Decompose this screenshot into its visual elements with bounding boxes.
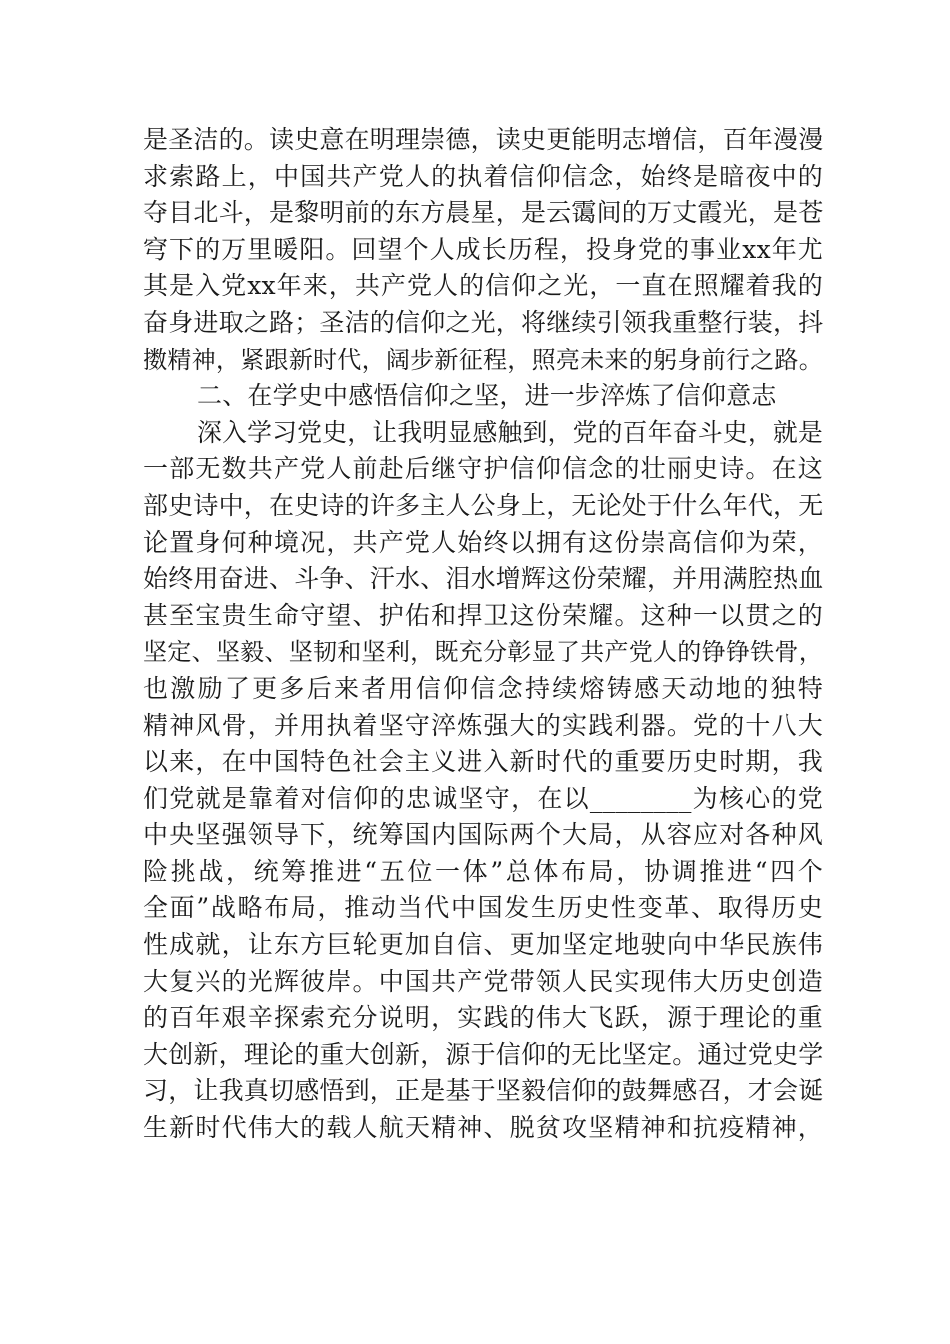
text-line: 部史诗中，在史诗的许多主人公身上，无论处于什么年代，无	[143, 490, 824, 520]
text-line: 奋身进取之路；圣洁的信仰之光，将继续引领我重整行装，抖	[143, 307, 824, 337]
text-line: 是圣洁的。读史意在明理崇德，读史更能明志增信，百年漫漫	[143, 125, 824, 154]
text-line: 始终用奋进、斗争、汗水、泪水增辉这份荣耀，并用满腔热血	[143, 564, 824, 594]
text-line: 险挑战，统筹推进“五位一体”总体布局，协调推进“四个	[143, 856, 823, 886]
text-line: 性成就，让东方巨轮更加自信、更加坚定地驶向中华民族伟	[143, 930, 823, 960]
text-line: 以来，在中国特色社会主义进入新时代的重要历史时期，我	[143, 747, 823, 777]
text-line: 生新时代伟大的载人航天精神、脱贫攻坚精神和抗疫精神，	[143, 1113, 823, 1143]
text-line: 其是入党xx年来，共产党人的信仰之光，一直在照耀着我的	[143, 271, 823, 301]
text-line: 求索路上，中国共产党人的执着信仰信念，始终是暗夜中的	[143, 161, 823, 191]
text-line: 夺目北斗，是黎明前的东方晨星，是云霭间的万丈霞光，是苍	[143, 198, 824, 228]
text-line: 习，让我真切感悟到，正是基于坚毅信仰的鼓舞感召，才会诞	[143, 1076, 824, 1106]
text-line: 擞精神，紧跟新时代，阔步新征程，照亮未来的躬身前行之路。	[143, 345, 823, 374]
text-line: 的百年艰辛探索充分说明，实践的伟大飞跃，源于理论的重	[143, 1003, 823, 1033]
text-line: 全面”战略布局，推动当代中国发生历史性变革、取得历史	[143, 893, 823, 923]
text-line: 甚至宝贵生命守望、护佑和捍卫这份荣耀。这种一以贯之的	[143, 600, 823, 630]
text-line: 穹下的万里暖阳。回望个人成长历程，投身党的事业xx年尤	[143, 234, 823, 264]
text-line: 精神风骨，并用执着坚守淬炼强大的实践利器。党的十八大	[143, 710, 823, 740]
text-line: 中央坚强领导下，统筹国内国际两个大局，从容应对各种风	[143, 820, 823, 850]
section-heading: 二、在学史中感悟信仰之坚，进一步淬炼了信仰意志	[197, 381, 777, 411]
text-line: 大创新，理论的重大创新，源于信仰的无比坚定。通过党史学	[143, 1039, 824, 1069]
text-line: 论置身何种境况，共产党人始终以拥有这份崇高信仰为荣，	[143, 527, 823, 557]
text-line: 深入学习党史，让我明显感触到，党的百年奋斗史，就是	[197, 417, 823, 447]
text-line: 一部无数共产党人前赴后继守护信仰信念的壮丽史诗。在这	[143, 454, 823, 484]
text-line: 也激励了更多后来者用信仰信念持续熔铸感天动地的独特	[143, 673, 823, 703]
document-body	[143, 122, 823, 1147]
text-line: 们党就是靠着对信仰的忠诚坚守，在以________为核心的党	[143, 783, 823, 813]
text-line: 大复兴的光辉彼岸。中国共产党带领人民实现伟大历史创造	[143, 966, 823, 996]
text-line: 坚定、坚毅、坚韧和坚利，既充分彰显了共产党人的铮铮铁骨，	[143, 638, 823, 667]
